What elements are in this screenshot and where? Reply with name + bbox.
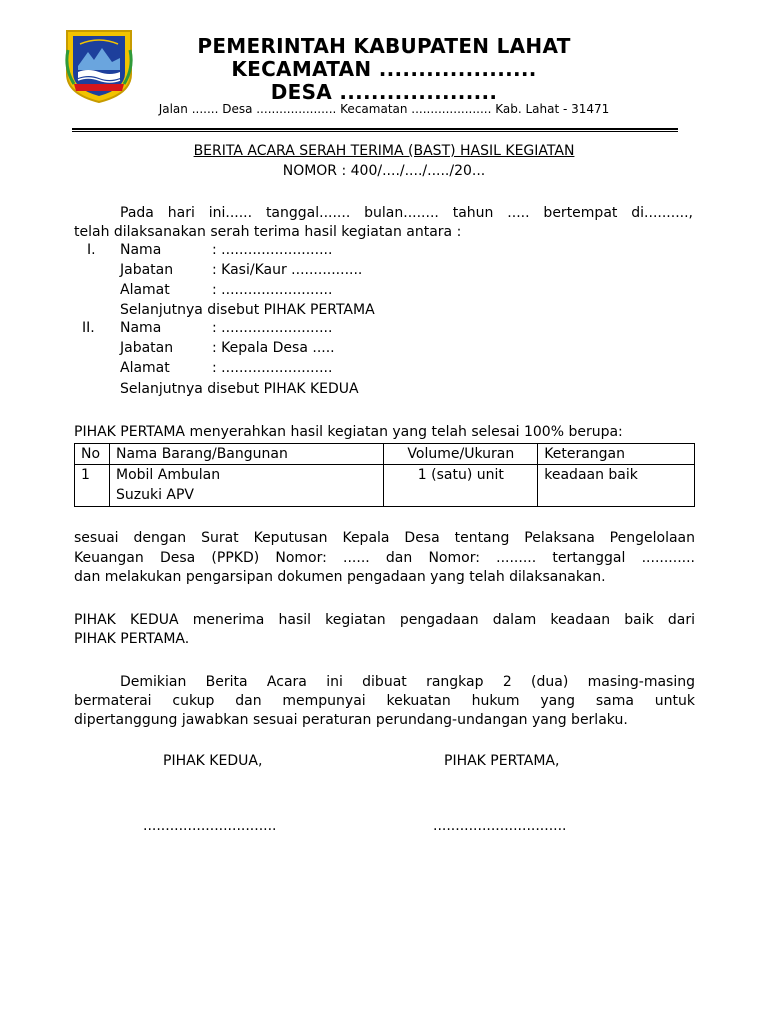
document-number: NOMOR : 400/..../..../...../20... (282, 163, 486, 179)
signature-right-line: .............................. (433, 818, 567, 834)
party-2-closing: Selanjutnya disebut PIHAK KEDUA (120, 381, 359, 397)
intro-line-1: Pada hari ini...... tanggal....... bulan........ tahun ..... bertempat di.........., (120, 205, 693, 221)
para2-line-2: PIHAK PERTAMA. (74, 631, 190, 647)
party-2-position-value: : Kepala Desa ..... (212, 340, 335, 356)
party-2-position-label: Jabatan (120, 340, 174, 356)
para3-line-2: bermaterai cukup dan mempunyai kekuatan hukum yang sama untuk (74, 693, 695, 709)
para1-line-3: dan melakukan pengarsipan dokumen pengadaan yang telah dilaksanakan. (74, 569, 606, 585)
para1-line-2: Keuangan Desa (PPKD) Nomor: ...... dan Nomor: ......... tertanggal ............ (74, 550, 695, 566)
party-1-address-value: : ......................... (212, 282, 333, 298)
signature-left-line: .............................. (143, 818, 277, 834)
cell-note: keadaan baik (538, 465, 695, 507)
party-1-closing: Selanjutnya disebut PIHAK PERTAMA (120, 302, 375, 318)
items-table (74, 443, 695, 507)
header-no: No (75, 444, 110, 465)
para2-line-1: PIHAK KEDUA menerima hasil kegiatan pengadaan dalam keadaan baik dari (74, 612, 695, 628)
para3-line-3: dipertanggung jawabkan sesuai peraturan perundang-undangan yang berlaku. (74, 712, 628, 728)
table-row (75, 465, 695, 507)
signature-right-title: PIHAK PERTAMA, (444, 753, 560, 769)
party-1-position-label: Jabatan (120, 262, 174, 278)
party-2-number: II. (82, 320, 95, 336)
cell-volume: 1 (satu) unit (384, 465, 538, 507)
para3-line-1: Demikian Berita Acara ini dibuat rangkap 2 (dua) masing-masing (120, 674, 695, 690)
signature-left-title: PIHAK KEDUA, (163, 753, 263, 769)
handover-intro: PIHAK PERTAMA menyerahkan hasil kegiatan yang telah selesai 100% berupa: (74, 424, 623, 440)
table-header-row (75, 444, 695, 465)
letterhead-village: DESA .................... (270, 80, 498, 104)
party-1-name-label: Nama (120, 242, 162, 258)
cell-no: 1 (75, 465, 110, 507)
party-1-name-value: : ......................... (212, 242, 333, 258)
letterhead-government: PEMERINTAH KABUPATEN LAHAT (197, 34, 571, 58)
cell-item-name (109, 465, 383, 507)
item-name-line-1: Mobil Ambulan (115, 467, 221, 483)
intro-line-2: telah dilaksanakan serah terima hasil kegiatan antara : (74, 224, 462, 240)
party-2-name-value: : ......................... (212, 320, 333, 336)
party-1-number: I. (87, 242, 96, 258)
para1-line-1: sesuai dengan Surat Keputusan Kepala Desa tentang Pelaksana Pengelolaan (74, 530, 695, 546)
header-item-name: Nama Barang/Bangunan (109, 444, 383, 465)
document-title: BERITA ACARA SERAH TERIMA (BAST) HASIL KEGIATAN (193, 143, 575, 159)
letterhead-divider (72, 128, 678, 132)
header-note: Keterangan (538, 444, 695, 465)
party-1-position-value: : Kasi/Kaur ................ (212, 262, 363, 278)
party-2-address-value: : ......................... (212, 360, 333, 376)
letterhead-address: Jalan ....... Desa ..................... Kecamatan ..................... Kab. Lahat - 31471 (158, 102, 610, 116)
letterhead-district: KECAMATAN .................... (231, 57, 537, 81)
party-2-name-label: Nama (120, 320, 162, 336)
header-volume: Volume/Ukuran (384, 444, 538, 465)
party-2-address-label: Alamat (120, 360, 170, 376)
item-name-line-2: Suzuki APV (115, 487, 195, 503)
party-1-address-label: Alamat (120, 282, 170, 298)
